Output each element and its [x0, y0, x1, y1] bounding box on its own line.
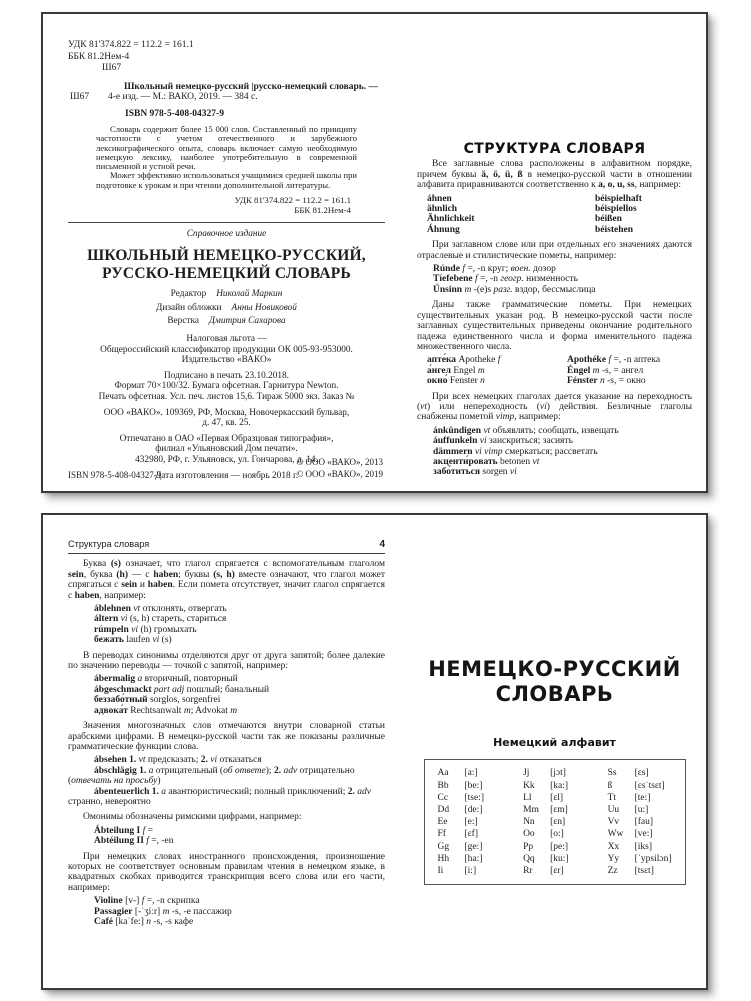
- umlaut-pair-row: [427, 214, 692, 224]
- dictionary-title-line2: СЛОВАРЬ: [495, 682, 614, 706]
- book-title: [68, 247, 385, 282]
- dictionary-example: ábermalig a вторичный, повторный: [94, 674, 238, 685]
- copyright-lines: [296, 457, 383, 480]
- paragraph-polysemy: Значения многозначных слов отмечаются внутри словарной статьи арабскими цифрами. В немецко-русской части так же показаны различные грамматические функции слова.: [68, 721, 385, 752]
- book-title-line1: ШКОЛЬНЫЙ НЕМЕЦКО-РУССКИЙ,: [87, 247, 366, 265]
- dictionary-example: Éngel m -s, = ангел: [567, 365, 644, 376]
- paragraph-sein-haben: Буква (s) означает, что глагол спрягается с вспомогательным глаголом sein, буква (h) — с haben; буквы (s, h) вместе означают, что глагол может спрягаться с sein и haben. Если помета отсутствует, значит глагол спрягается с haben, например:: [68, 559, 386, 601]
- imprint-line: филиал «Ульяновский Дом печати».: [155, 444, 298, 455]
- alphabet-pronunciation: [ha:]: [464, 853, 483, 864]
- dictionary-example: ábenteuerlich 1. a авантюристический; полный приключений; 2. adv странно, невероятно: [68, 786, 371, 807]
- udk-line-repeat: УДК 81'374.822 = 112.2 = 161.1: [234, 195, 351, 206]
- german-word: Áhnung: [427, 224, 460, 235]
- imprint-line: Печать офсетная. Усл. печ. листов 15,6. Тираж 5000 экз. Заказ №: [98, 391, 355, 402]
- alphabet-pronunciation: [ɛf]: [464, 829, 478, 840]
- alphabet-pronunciation: [ɛr]: [550, 866, 564, 877]
- alphabet-entry: [438, 804, 485, 816]
- alphabet-entry: [608, 780, 672, 792]
- alphabet-entry: [438, 828, 485, 840]
- bbk-line-repeat: ББК 81.2Нем-4: [294, 205, 351, 216]
- alphabet-letter: Tt: [607, 792, 617, 803]
- alphabet-pronunciation: [be:]: [464, 780, 483, 791]
- dictionary-example: а́нгел Engel m: [427, 365, 485, 376]
- credit-role: Верстка: [167, 316, 200, 327]
- alphabet-entry: [438, 792, 485, 804]
- alphabet-column-3: [608, 767, 672, 877]
- alphabet-pronunciation: [fau]: [634, 817, 654, 828]
- alphabet-pronunciation: [jɔt]: [550, 768, 566, 779]
- paragraph-synonyms: В переводах синонимы отделяются друг от друга запятой; более далекие по значению переводы — точкой с запятой, например:: [68, 650, 385, 672]
- book-spread-top: [41, 12, 708, 493]
- manufacture-date: Дата изготовления — ноябрь 2018 г.: [154, 470, 299, 481]
- alphabet-letter: Qq: [523, 853, 535, 864]
- book-spread-bottom: [41, 513, 708, 990]
- dictionary-example: Únsinn m -(e)s разг. вздор, бессмыслица: [433, 284, 596, 295]
- alphabet-pronunciation: [ve:]: [634, 829, 653, 840]
- alphabet-pronunciation: [te:]: [634, 792, 651, 803]
- dictionary-example: áuffunkeln vi заискриться; засиять: [433, 436, 573, 447]
- umlaut-pair-row: [427, 225, 692, 235]
- dictionary-example: апте́ка Apotheke f: [427, 355, 501, 366]
- imprint-line: Налоговая льгота —: [186, 333, 267, 344]
- label-examples: [417, 264, 692, 295]
- alphabet-pronunciation: [iks]: [634, 841, 652, 852]
- german-word: béispiellos: [595, 204, 637, 215]
- structure-page-4: [43, 515, 395, 988]
- udk-line: УДК 81'374.822 = 112.2 = 161.1: [68, 40, 194, 50]
- umlaut-pair-row: [427, 194, 692, 204]
- dictionary-example: ábgeschmackt part adj пошлый; банальный: [94, 684, 270, 695]
- alphabet-letter: ß: [607, 780, 613, 791]
- imprint-line: 432980, РФ, г. Ульяновск, ул. Гончарова, д. 14.: [135, 454, 318, 465]
- dictionary-example: Passagier [-ˈʒiːr] m -s, -e пассажир: [94, 906, 232, 917]
- udk-bbk-block: [68, 40, 385, 75]
- alphabet-entry: [438, 853, 485, 865]
- alphabet-entry: [608, 767, 672, 779]
- alphabet-column-1: [438, 767, 485, 877]
- catalog-code: Ш67: [70, 92, 90, 103]
- noun-example-row: [427, 366, 692, 376]
- alphabet-entry: [608, 804, 672, 816]
- alphabet-letter: Jj: [523, 768, 530, 779]
- alphabet-letter: Ll: [523, 792, 532, 803]
- alphabet-pronunciation: [ɛl]: [550, 792, 564, 803]
- polysemy-examples: [68, 755, 385, 807]
- alphabet-entry: [438, 767, 485, 779]
- alphabet-pronunciation: [ka:]: [550, 780, 568, 791]
- alphabet-pronunciation: [ˈypsilɔn]: [634, 853, 672, 864]
- dictionary-example: забо́титься sorgen vi: [433, 467, 517, 478]
- copyright-footer: [68, 454, 383, 480]
- isbn-line: ISBN 978-5-408-04327-9: [125, 108, 224, 119]
- tax-block: [68, 334, 385, 366]
- noun-example-row: [427, 355, 692, 365]
- author-sign: Ш67: [102, 63, 122, 74]
- credit-role: Редактор: [170, 289, 207, 300]
- credit-role: Дизайн обложки: [156, 302, 222, 313]
- catalog-text: Школьный немецко-русский |русско-немецкий словарь. — 4-е изд. — М.: ВАКО, 2019. — 384 с.: [108, 81, 379, 103]
- imprint-line: Издательство «ВАКО»: [181, 355, 272, 366]
- alphabet-column-2: [523, 767, 568, 877]
- dictionary-example: Violine [v-] f =, -n скрипка: [94, 896, 200, 907]
- alphabet-letter: Gg: [437, 841, 450, 852]
- noun-examples: [417, 355, 692, 386]
- transcription-examples: [68, 896, 385, 927]
- alphabet-letter: Ss: [607, 768, 617, 779]
- alphabet-pronunciation: [ku:]: [550, 853, 569, 864]
- alphabet-letter: Nn: [523, 817, 535, 828]
- alphabet-letter: Oo: [523, 829, 535, 840]
- alphabet-entry: [523, 865, 568, 877]
- alphabet-letter: Bb: [437, 780, 449, 791]
- imprint-line: Формат 70×100/32. Бумага офсетная. Гарнитура Newton.: [114, 381, 339, 392]
- dictionary-example: ábschlägig 1. a отрицательный (об ответе); 2. adv отрицательно (отвечать на просьбу): [68, 765, 355, 787]
- homonym-examples: [68, 826, 385, 847]
- paragraph-grammar: Даны также грамматические пометы. При немецких существительных указан род. В немецко-русской части после заглавных существительных приведены окончание родительного падежа единственного числа и форма именительного падежа множественного числа.: [417, 300, 692, 352]
- alphabet-entry: [438, 865, 485, 877]
- umlaut-pair-row: [427, 204, 692, 214]
- annotation-paragraph: Словарь содержит более 15 000 слов. Составленный по принципу частотности с учетом отечественного и зарубежного лексикографического опыта, словарь включает самую необходимую немецкую лексику, наиболее употребительную в современной письменной и устной речи.: [96, 124, 357, 172]
- copyright-2019: © ООО «ВАКО», 2019: [296, 468, 383, 479]
- synonym-examples: [68, 674, 385, 716]
- alphabet-letter: Ee: [437, 817, 448, 828]
- alphabet-pronunciation: [o:]: [550, 829, 564, 840]
- running-head: [68, 539, 385, 554]
- umlaut-examples: [417, 194, 692, 236]
- dictionary-example: Fénster n -s, = окно: [567, 376, 646, 387]
- alphabet-entry: [523, 841, 568, 853]
- alphabet-entry: [523, 853, 568, 865]
- dictionary-example: Rúnde f =, -n круг; воен. дозор: [433, 264, 556, 275]
- alphabet-entry: [608, 841, 672, 853]
- paragraph-alphabet-rule: Все заглавные слова расположены в алфавитном порядке, причем буквы ä, ö, ü, ß в немецко-русской части в отношении алфавита приравниваются соответственно к a, o, u, ss, например:: [417, 159, 692, 191]
- alphabet-entry: [438, 780, 485, 792]
- alphabet-heading: Немецкий алфавит: [493, 736, 616, 749]
- german-word: béispielhaft: [595, 193, 642, 204]
- alphabet-pronunciation: [tsɛt]: [634, 866, 654, 877]
- imprint-line: Общероссийский классификатор продукции ОК 005-93-953000.: [100, 344, 353, 355]
- book-title-line2: РУССКО-НЕМЕЦКИЙ СЛОВАРЬ: [102, 264, 351, 282]
- imprint-line: Подписано в печать 23.10.2018.: [163, 370, 290, 381]
- alphabet-entry: [608, 853, 672, 865]
- dictionary-example: ánkündigen vt объявлять; сообщать, извещать: [433, 425, 619, 436]
- alphabet-entry: [608, 865, 672, 877]
- alphabet-entry: [523, 780, 568, 792]
- alphabet-pronunciation: [i:]: [464, 866, 477, 877]
- alphabet-letter: Vv: [607, 817, 620, 828]
- credit-line: [68, 302, 385, 316]
- dictionary-example: Abtéilung II f =, -en: [94, 836, 174, 847]
- german-word: ähnlich: [427, 204, 458, 215]
- alphabet-pronunciation: [e:]: [464, 817, 478, 828]
- dictionary-example: окно́ Fenster n: [427, 376, 485, 387]
- publisher-address-block: [68, 408, 385, 429]
- alphabet-letter: Hh: [437, 853, 450, 864]
- bbk-line: ББК 81.2Нем-4: [68, 51, 130, 62]
- german-word: béistehen: [595, 224, 633, 235]
- imprint-line: д. 47, кв. 25.: [202, 418, 251, 429]
- dictionary-title-page: [395, 515, 706, 988]
- alphabet-entry: [608, 792, 672, 804]
- dictionary-example: Apothéke f =, -n аптека: [567, 355, 661, 366]
- alphabet-letter: Ff: [437, 829, 446, 840]
- dictionary-example: беззабо́тный sorglos, sorgenfrei: [94, 695, 221, 706]
- dictionary-example: áblehnen vt отклонять, отвергать: [94, 604, 227, 615]
- credit-name: Анны Новиковой: [231, 302, 297, 313]
- german-word: áhnen: [427, 193, 452, 204]
- copyright-2013: © ООО «ВАКО», 2013: [296, 457, 383, 467]
- alphabet-letter: Zz: [607, 866, 618, 877]
- isbn-footer: ISBN 978-5-408-04327-9: [68, 469, 162, 480]
- dictionary-title-line1: НЕМЕЦКО-РУССКИЙ: [428, 657, 681, 681]
- alphabet-letter: Cc: [437, 792, 449, 803]
- alphabet-letter: Ii: [437, 866, 444, 877]
- paragraph-verbs: При всех немецких глаголах дается указание на переходность (vt) или непереходность (vi) действия. Безличные глаголы снабжены пометой vimp, например:: [417, 391, 692, 423]
- structure-heading: СТРУКТУРА СЛОВАРЯ: [463, 141, 646, 157]
- alphabet-letter: Kk: [523, 780, 535, 791]
- alphabet-entry: [438, 816, 485, 828]
- alphabet-letter: Uu: [607, 805, 620, 816]
- alphabet-letter: Aa: [437, 768, 449, 779]
- alphabet-letter: Yy: [607, 853, 620, 864]
- alphabet-letter: Rr: [523, 866, 533, 877]
- paragraph-homonyms: Омонимы обозначены римскими цифрами, например:: [83, 812, 302, 823]
- dictionary-example: акценти́ровать betonen vt: [433, 456, 540, 467]
- dictionary-title: [417, 657, 692, 707]
- alphabet-pronunciation: [ɛsˈtsɛt]: [634, 780, 665, 791]
- divider-rule: [68, 222, 385, 223]
- dictionary-example: ábsehen 1. vt предсказать; 2. vi отказаться: [94, 755, 262, 766]
- copyright-page: [43, 14, 395, 491]
- udk-bbk-repeat-block: [68, 195, 351, 215]
- alphabet-entry: [608, 828, 672, 840]
- alphabet-letter: Dd: [437, 805, 450, 816]
- annotation-block: [96, 125, 357, 190]
- structure-page-3: [395, 14, 706, 491]
- alphabet-letter: Ww: [607, 829, 624, 840]
- credit-line: [68, 315, 385, 329]
- alphabet-pronunciation: [a:]: [464, 768, 478, 779]
- imprint-line: Отпечатано в ОАО «Первая Образцовая типография»,: [119, 433, 334, 444]
- alphabet-pronunciation: [ɛs]: [634, 768, 649, 779]
- alphabet-pronunciation: [de:]: [464, 805, 483, 816]
- dictionary-example: Café [kaˈfe:] n -s, -s кафе: [94, 917, 194, 927]
- alphabet-pronunciation: [pe:]: [550, 841, 568, 852]
- print-info-block: [68, 371, 385, 403]
- credit-name: Николай Маркин: [216, 289, 283, 300]
- alphabet-entry: [523, 828, 568, 840]
- alphabet-entry: [608, 816, 672, 828]
- edition-type: Справочное издание: [186, 229, 267, 240]
- credit-line: [68, 288, 385, 302]
- alphabet-table: [424, 759, 686, 885]
- paragraph-transcription: При немецких словах иностранного происхождения, произношение которых не соответствует основным правилам чтения в немецком языке, в квадратных скобках приводится транскрипция всего слова или его части, например:: [68, 851, 385, 893]
- alphabet-pronunciation: [ge:]: [464, 841, 483, 852]
- paragraph-labels: При заглавном слове или при отдельных его значениях даются отраслевые и стилистические пометы, например:: [417, 240, 692, 261]
- dictionary-example: Tíefebene f =, -n геогр. низменность: [433, 274, 579, 285]
- alphabet-pronunciation: [ɛn]: [550, 817, 566, 828]
- alphabet-entry: [523, 767, 568, 779]
- running-head-title: Структура словаря: [68, 539, 150, 549]
- dictionary-example: бежа́ть laufen vi (s): [94, 635, 172, 646]
- german-word: Ähnlichkeit: [427, 214, 475, 225]
- aux-verb-examples: [68, 604, 385, 646]
- alphabet-pronunciation: [tse:]: [464, 792, 485, 803]
- dictionary-example: dämmern vi vimp смеркаться; рассветать: [433, 446, 598, 457]
- verb-examples: [417, 426, 692, 478]
- credit-name: Дмитрия Сахарова: [209, 316, 286, 327]
- credits-block: [68, 288, 385, 329]
- alphabet-entry: [523, 816, 568, 828]
- imprint-line: ООО «ВАКО». 109369, РФ, Москва, Новочеркасский бульвар,: [103, 407, 350, 418]
- catalog-entry: [68, 82, 385, 103]
- alphabet-letter: Mm: [523, 805, 539, 816]
- noun-example-row: [427, 376, 692, 386]
- alphabet-entry: [523, 804, 568, 816]
- german-word: béißen: [595, 214, 622, 225]
- dictionary-example: rúmpeln vi (h) громыхать: [94, 624, 197, 635]
- alphabet-pronunciation: [u:]: [634, 805, 649, 816]
- alphabet-entry: [438, 841, 485, 853]
- alphabet-entry: [523, 792, 568, 804]
- alphabet-pronunciation: [ɛm]: [550, 805, 568, 816]
- dictionary-example: Ábteilung I f =: [94, 825, 153, 836]
- dictionary-example: áltern vi (s, h) стареть, стариться: [94, 614, 227, 625]
- annotation-paragraph: Может эффективно использоваться учащимися средней школы при подготовке к урокам и при чтении дополнительной литературы.: [96, 170, 357, 190]
- page-number: 4: [379, 539, 385, 550]
- alphabet-letter: Pp: [523, 841, 534, 852]
- dictionary-example: адвока́т Rechtsanwalt m; Advokat m: [94, 705, 238, 716]
- alphabet-letter: Xx: [607, 841, 620, 852]
